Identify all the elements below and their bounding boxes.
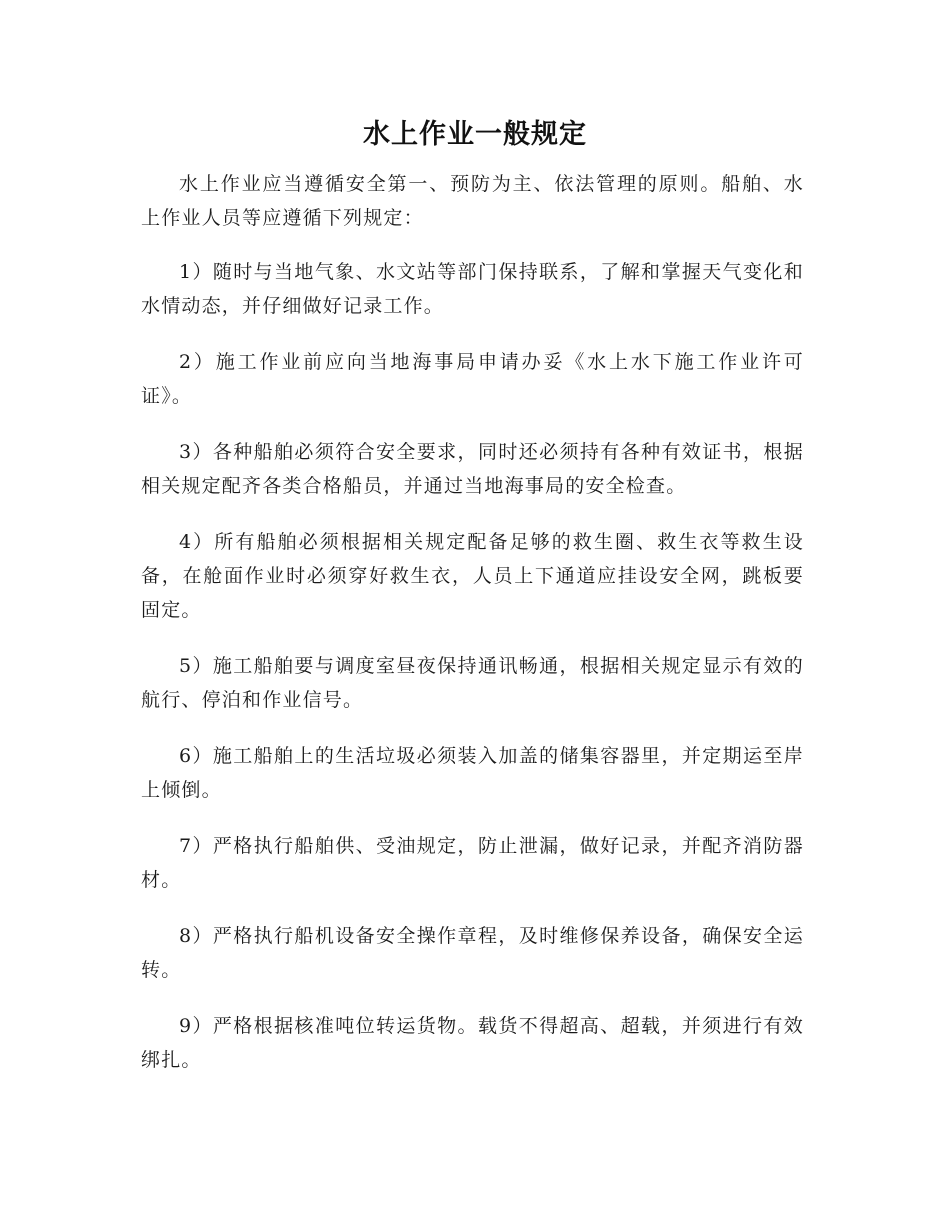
rule-item-9: 9）严格根据核准吨位转运货物。载货不得超高、超载，并须进行有效绑扎。 — [141, 1015, 804, 1071]
document-title: 水上作业一般规定 — [363, 119, 587, 150]
rule-item-6: 6）施工船舶上的生活垃圾必须装入加盖的储集容器里，并定期运至岸上倾倒。 — [141, 745, 804, 801]
rule-item-4: 4）所有船舶必须根据相关规定配备足够的救生圈、救生衣等救生设备，在舱面作业时必须穿好救生衣，人员上下通道应挂设安全网，跳板要固定。 — [141, 531, 804, 621]
rule-item-8: 8）严格执行船机设备安全操作章程，及时维修保养设备，确保安全运转。 — [141, 925, 804, 981]
rule-item-1: 1）随时与当地气象、水文站等部门保持联系，了解和掌握天气变化和水情动态，并仔细做好记录工作。 — [141, 261, 804, 317]
rule-item-3: 3）各种船舶必须符合安全要求，同时还必须持有各种有效证书，根据相关规定配齐各类合格船员，并通过当地海事局的安全检查。 — [141, 441, 804, 497]
rule-item-5: 5）施工船舶要与调度室昼夜保持通讯畅通，根据相关规定显示有效的航行、停泊和作业信号。 — [141, 655, 804, 711]
document-body — [141, 167, 804, 1099]
rule-item-7: 7）严格执行船舶供、受油规定，防止泄漏，做好记录，并配齐消防器材。 — [141, 835, 804, 891]
rule-item-2: 2）施工作业前应向当地海事局申请办妥《水上水下施工作业许可证》。 — [141, 351, 804, 407]
intro-paragraph: 水上作业应当遵循安全第一、预防为主、依法管理的原则。船舶、水上作业人员等应遵循下列规定： — [141, 173, 804, 229]
